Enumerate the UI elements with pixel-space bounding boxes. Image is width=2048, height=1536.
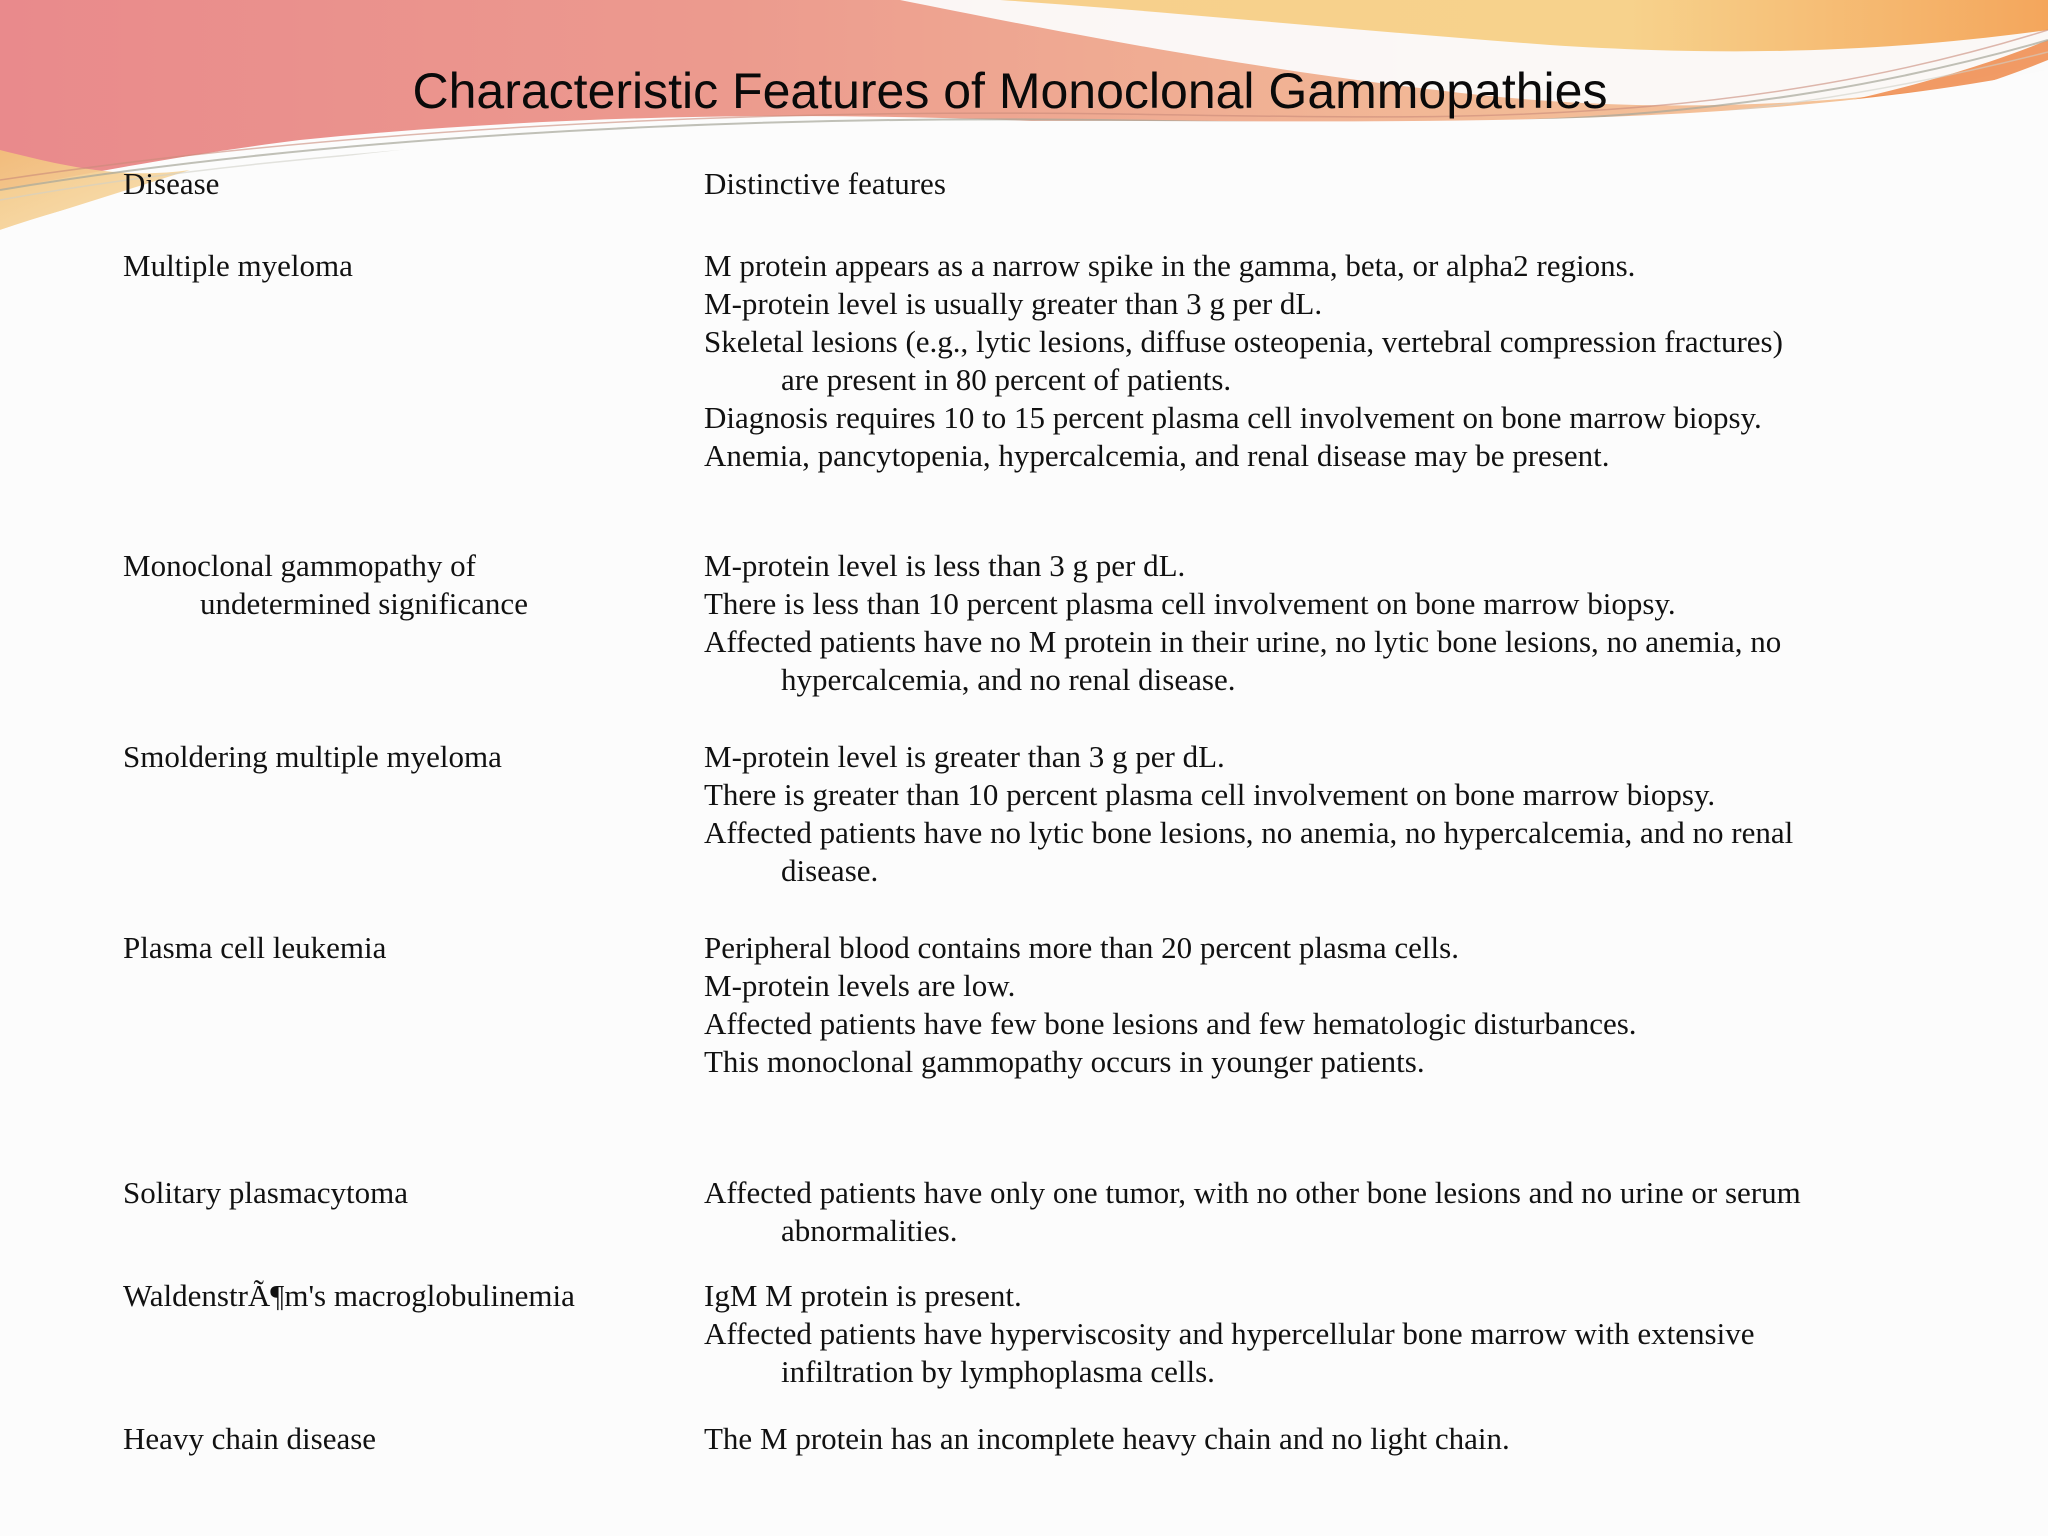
disease-cell xyxy=(123,738,683,776)
feature-line: disease. xyxy=(781,853,879,888)
features-cell xyxy=(704,247,1944,475)
disease-cell xyxy=(123,547,683,623)
disease-cell xyxy=(123,1174,683,1212)
feature-line: There is less than 10 percent plasma cell involvement on bone marrow biopsy. xyxy=(704,586,1676,621)
disease-line: undetermined significance xyxy=(200,586,528,621)
feature-line: Affected patients have hyperviscosity and hypercellular bone marrow with extensive xyxy=(704,1316,1755,1351)
feature-line: Affected patients have no lytic bone lesions, no anemia, no hypercalcemia, and no renal xyxy=(704,815,1794,850)
features-cell xyxy=(704,547,1944,699)
features-cell xyxy=(704,1277,1944,1391)
disease-line: Monoclonal gammopathy of xyxy=(123,548,476,583)
disease-line: Smoldering multiple myeloma xyxy=(123,739,502,774)
feature-line: M protein appears as a narrow spike in the gamma, beta, or alpha2 regions. xyxy=(704,248,1636,283)
features-cell xyxy=(704,929,1944,1081)
disease-cell xyxy=(123,1420,683,1458)
feature-line: M-protein level is usually greater than 3 g per dL. xyxy=(704,286,1323,321)
feature-line: M-protein levels are low. xyxy=(704,968,1016,1003)
disease-line: Multiple myeloma xyxy=(123,248,353,283)
feature-line: This monoclonal gammopathy occurs in younger patients. xyxy=(704,1044,1425,1079)
feature-line: IgM M protein is present. xyxy=(704,1278,1022,1313)
disease-cell xyxy=(123,1277,683,1315)
feature-line: Peripheral blood contains more than 20 percent plasma cells. xyxy=(704,930,1459,965)
disease-cell xyxy=(123,247,683,285)
disease-line: Plasma cell leukemia xyxy=(123,930,387,965)
feature-line: abnormalities. xyxy=(781,1213,958,1248)
feature-line: Affected patients have no M protein in their urine, no lytic bone lesions, no anemia, no xyxy=(704,624,1782,659)
slide-title: Characteristic Features of Monoclonal Gammopathies xyxy=(412,63,1608,119)
disease-line: Heavy chain disease xyxy=(123,1421,377,1456)
feature-line: Anemia, pancytopenia, hypercalcemia, and renal disease may be present. xyxy=(704,438,1610,473)
feature-line: M-protein level is less than 3 g per dL. xyxy=(704,548,1186,583)
feature-line: Diagnosis requires 10 to 15 percent plasma cell involvement on bone marrow biopsy. xyxy=(704,400,1762,435)
features-column-header: Distinctive features xyxy=(704,166,946,201)
feature-line: Affected patients have only one tumor, with no other bone lesions and no urine or serum xyxy=(704,1175,1801,1210)
disease-cell xyxy=(123,929,683,967)
features-cell xyxy=(704,1420,1944,1458)
feature-line: Skeletal lesions (e.g., lytic lesions, diffuse osteopenia, vertebral compression fractures) xyxy=(704,324,1783,359)
feature-line: The M protein has an incomplete heavy chain and no light chain. xyxy=(704,1421,1510,1456)
disease-line: Solitary plasmacytoma xyxy=(123,1175,408,1210)
feature-line: infiltration by lymphoplasma cells. xyxy=(781,1354,1215,1389)
feature-line: are present in 80 percent of patients. xyxy=(781,362,1232,397)
feature-line: Affected patients have few bone lesions and few hematologic disturbances. xyxy=(704,1006,1637,1041)
features-cell xyxy=(704,1174,1944,1250)
disease-column-header: Disease xyxy=(123,166,220,201)
feature-line: M-protein level is greater than 3 g per dL. xyxy=(704,739,1225,774)
features-cell xyxy=(704,738,1944,890)
decorative-banner xyxy=(0,0,2048,260)
feature-line: There is greater than 10 percent plasma cell involvement on bone marrow biopsy. xyxy=(704,777,1716,812)
disease-line: WaldenstrÃ¶m's macroglobulinemia xyxy=(123,1278,575,1313)
feature-line: hypercalcemia, and no renal disease. xyxy=(781,662,1236,697)
